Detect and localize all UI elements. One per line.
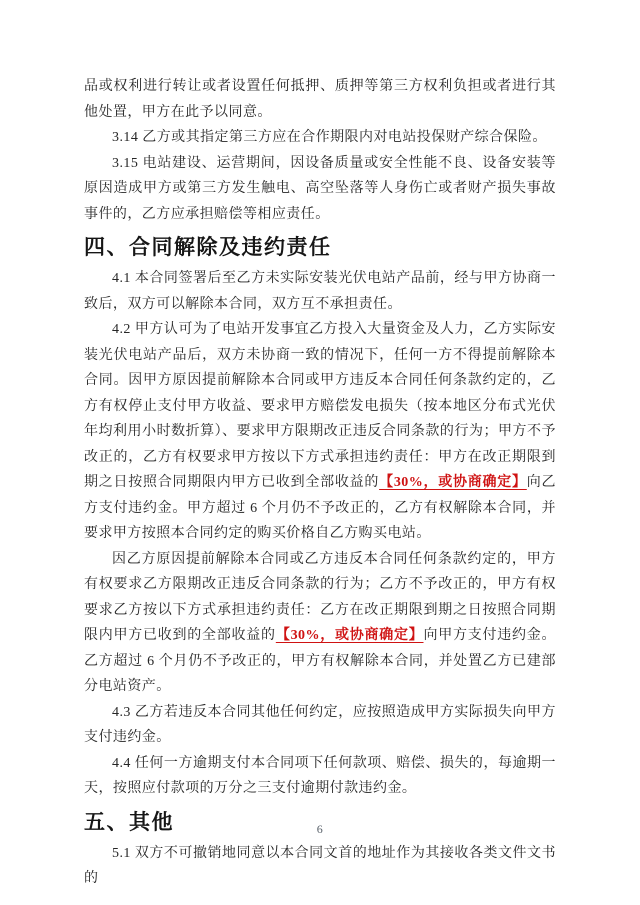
paragraph xyxy=(84,151,556,228)
paragraph xyxy=(84,125,556,151)
text-segment: 向乙方支付违约金。甲方超过 6 个月仍不予改正的，乙方有权解除本合同，并要求甲方按照本合同约定的购买价格自乙方购买电站。 xyxy=(84,475,557,541)
paragraph xyxy=(84,266,556,317)
highlighted-clause: 【30%，或协商确定】 xyxy=(379,475,527,490)
document-content xyxy=(84,74,556,892)
highlighted-clause: 【30%，或协商确定】 xyxy=(275,628,424,643)
paragraph xyxy=(84,547,556,700)
text-segment: 因乙方原因提前解除本合同或乙方违反本合同任何条款约定的，甲方有权要求乙方限期改正违反合同条款的行为；乙方不予改正的，甲方有权要求乙方按以下方式承担违约责任：乙方在改正期限到期之日按照合同期限内甲方已收到的全部收益的 xyxy=(84,551,556,643)
text-segment: 4.1 本合同签署后至乙方未实际安装光伏电站产品前，经与甲方协商一致后，双方可以解除本合同，双方互不承担责任。 xyxy=(84,271,556,312)
text-segment: 四、合同解除及违约责任 xyxy=(84,236,332,259)
paragraph xyxy=(84,841,556,892)
paragraph xyxy=(84,317,556,547)
text-segment: 品或权利进行转让或者设置任何抵押、质押等第三方权利负担或者进行其他处置，甲方在此予以同意。 xyxy=(84,79,556,120)
text-segment: 5.1 双方不可撤销地同意以本合同文首的地址作为其接收各类文件文书的 xyxy=(84,845,556,886)
paragraph xyxy=(84,700,556,751)
text-segment: 向甲方支付违约金。乙方超过 6 个月仍不予改正的，甲方有权解除本合同，并处置乙方已建部分电站资产。 xyxy=(84,628,556,694)
text-segment: 4.2 甲方认可为了电站开发事宜乙方投入大量资金及人力，乙方实际安装光伏电站产品后，双方未协商一致的情况下，任何一方不得提前解除本合同。因甲方原因提前解除本合同或甲方违反本合同任何条款约定的，乙方有权停止支付甲方收益、要求甲方赔偿发电损失（按本地区分布式光伏年均利用小时数折算）、要求甲方限期改正违反合同条款的行为；甲方不予改正的，乙方有权要求甲方按以下方式承担违约责任：甲方在改正期限到期之日按照合同期限内甲方已收到全部收益的 xyxy=(84,322,556,490)
paragraph xyxy=(84,751,556,802)
text-segment: 五、其他 xyxy=(84,810,174,834)
section-heading xyxy=(84,232,556,263)
text-segment: 4.4 任何一方逾期支付本合同项下任何款项、赔偿、损失的，每逾期一天，按照应付款项的万分之三支付逾期付款违约金。 xyxy=(84,755,556,796)
text-segment: 4.3 乙方若违反本合同其他任何约定，应按照造成甲方实际损失向甲方支付违约金。 xyxy=(84,704,556,745)
text-segment: 3.15 电站建设、运营期间，因设备质量或安全性能不良、设备安装等原因造成甲方或第三方发生触电、高空坠落等人身伤亡或者财产损失事故事件的，乙方应承担赔偿等相应责任。 xyxy=(84,155,556,222)
page-number: 6 xyxy=(316,822,324,836)
text-segment: 3.14 乙方或其指定第三方应在合作期限内对电站投保财产综合保险。 xyxy=(112,130,547,145)
paragraph xyxy=(84,74,556,125)
